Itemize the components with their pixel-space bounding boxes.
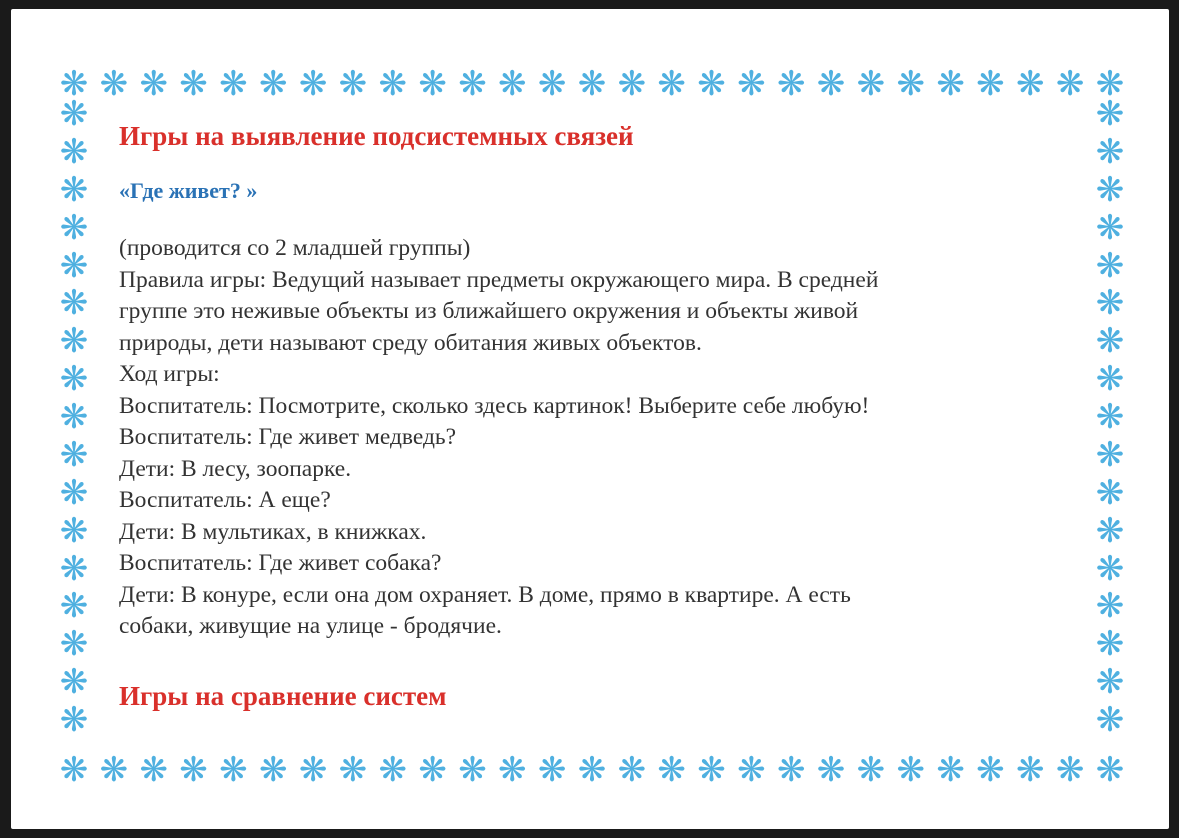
snowflake-icon: ❋: [697, 750, 726, 790]
snowflake-icon: ❋: [59, 207, 89, 248]
snowflake-icon: ❋: [1055, 750, 1085, 790]
document-content: [119, 119, 1079, 713]
text-line: Дети: В мультиках, в книжках.: [119, 518, 427, 545]
text-line: Воспитатель: Где живет медведь?: [119, 424, 457, 450]
snowflake-icon: ❋: [1016, 750, 1045, 790]
snowflake-icon: ❋: [1095, 586, 1125, 627]
snowflake-icon: ❋: [1095, 283, 1125, 324]
snowflake-icon: ❋: [378, 750, 407, 790]
snowflake-icon: ❋: [1095, 397, 1125, 437]
snowflake-icon: ❋: [59, 750, 89, 790]
snowflake-icon: ❋: [1095, 662, 1125, 703]
snowflake-icon: ❋: [298, 64, 328, 104]
text-line: Ход игры:: [119, 361, 220, 387]
snowflake-icon: ❋: [59, 548, 89, 589]
snowflake-icon: ❋: [59, 434, 89, 475]
snowflake-icon: ❋: [59, 586, 89, 627]
snowflake-icon: ❋: [1055, 64, 1085, 104]
snowflake-icon: ❋: [537, 64, 567, 104]
snowflake-icon: ❋: [378, 64, 407, 104]
snowflake-icon: ❋: [1095, 548, 1125, 589]
snowflake-icon: ❋: [219, 64, 248, 104]
snowflake-icon: ❋: [1095, 434, 1125, 475]
snowflake-icon: ❋: [59, 64, 89, 104]
snowflake-icon: ❋: [1095, 321, 1125, 362]
snowflake-icon: ❋: [1095, 245, 1125, 286]
snowflake-icon: ❋: [577, 750, 607, 790]
snowflake-icon: ❋: [59, 510, 89, 551]
snowflake-icon: ❋: [776, 64, 806, 104]
text-line: Дети: В лесу, зоопарке.: [119, 455, 352, 482]
snowflake-icon: ❋: [896, 64, 925, 104]
snowflake-icon: ❋: [697, 64, 726, 104]
snowflake-icon: ❋: [59, 624, 89, 665]
snowflake-icon: ❋: [737, 64, 766, 104]
snowflake-icon: ❋: [976, 64, 1005, 104]
snowflake-icon: ❋: [577, 64, 607, 104]
snowflake-icon: ❋: [59, 169, 89, 210]
section-heading: Игры на выявление подсистемных связей: [119, 121, 634, 151]
snowflake-icon: ❋: [1095, 700, 1125, 740]
snowflake-icon: ❋: [59, 700, 89, 740]
snowflake-icon: ❋: [418, 64, 447, 104]
snowflake-icon: ❋: [258, 750, 288, 790]
snowflake-icon: ❋: [657, 750, 686, 790]
snowflake-icon: ❋: [59, 397, 89, 437]
document-page: [11, 9, 1169, 829]
snowflake-icon: ❋: [1095, 131, 1125, 172]
snowflake-icon: ❋: [59, 245, 89, 286]
snowflake-icon: ❋: [1016, 64, 1045, 104]
snowflake-icon: ❋: [1095, 207, 1125, 248]
snowflake-icon: ❋: [258, 64, 288, 104]
snowflake-icon: ❋: [418, 750, 447, 790]
border-bottom-ornament: [57, 750, 1127, 790]
snowflake-icon: ❋: [1095, 472, 1125, 513]
snowflake-icon: ❋: [776, 750, 806, 790]
snowflake-icon: ❋: [657, 64, 686, 104]
snowflake-icon: ❋: [1095, 750, 1125, 790]
snowflake-icon: ❋: [1095, 359, 1125, 400]
snowflake-icon: ❋: [896, 750, 925, 790]
snowflake-icon: ❋: [338, 64, 368, 104]
snowflake-icon: ❋: [737, 750, 766, 790]
text-line: Правила игры: Ведущий называет предметы окружающего мира. В средней: [119, 266, 879, 293]
game-description: [119, 233, 1079, 643]
snowflake-icon: ❋: [1095, 169, 1125, 210]
snowflake-icon: ❋: [139, 750, 168, 790]
snowflake-icon: ❋: [1095, 510, 1125, 551]
snowflake-icon: ❋: [458, 64, 487, 104]
snowflake-icon: ❋: [219, 750, 248, 790]
snowflake-icon: ❋: [498, 750, 527, 790]
text-line: (проводится со 2 младшей группы): [119, 235, 471, 261]
snowflake-icon: ❋: [59, 321, 89, 362]
snowflake-icon: ❋: [936, 64, 965, 104]
snowflake-icon: ❋: [617, 64, 647, 104]
snowflake-icon: ❋: [856, 64, 886, 104]
snowflake-icon: ❋: [139, 64, 168, 104]
border-top-ornament: [57, 64, 1127, 104]
snowflake-icon: ❋: [816, 64, 846, 104]
snowflake-icon: ❋: [99, 64, 129, 104]
border-left-ornament: [57, 94, 91, 740]
section-heading-2: Игры на сравнение систем: [119, 680, 447, 711]
text-line: Дети: В конуре, если она дом охраняет. В доме, прямо в квартире. А есть: [119, 581, 851, 608]
snowflake-icon: ❋: [458, 750, 487, 790]
snowflake-icon: ❋: [1095, 624, 1125, 665]
snowflake-icon: ❋: [537, 750, 567, 790]
snowflake-icon: ❋: [617, 750, 647, 790]
snowflake-icon: ❋: [936, 750, 965, 790]
snowflake-icon: ❋: [59, 472, 89, 513]
snowflake-icon: ❋: [976, 750, 1005, 790]
text-line: Воспитатель: Где живет собака?: [119, 550, 442, 576]
snowflake-icon: ❋: [59, 94, 89, 134]
text-line: группе это неживые объекты из ближайшего окружения и объекты живой: [119, 298, 859, 324]
snowflake-icon: ❋: [1095, 94, 1125, 134]
snowflake-icon: ❋: [298, 750, 328, 790]
border-right-ornament: [1093, 94, 1127, 740]
text-line: Воспитатель: А еще?: [119, 487, 331, 513]
game-title: «Где живет? »: [119, 178, 258, 203]
snowflake-icon: ❋: [856, 750, 886, 790]
snowflake-icon: ❋: [59, 359, 89, 400]
snowflake-icon: ❋: [498, 64, 527, 104]
snowflake-icon: ❋: [816, 750, 846, 790]
snowflake-icon: ❋: [59, 662, 89, 703]
snowflake-icon: ❋: [1095, 64, 1125, 104]
snowflake-icon: ❋: [338, 750, 368, 790]
snowflake-icon: ❋: [59, 283, 89, 324]
snowflake-icon: ❋: [99, 750, 129, 790]
text-line: Воспитатель: Посмотрите, сколько здесь картинок! Выберите себе любую!: [119, 392, 870, 419]
snowflake-icon: ❋: [179, 750, 208, 790]
snowflake-icon: ❋: [179, 64, 208, 104]
text-line: собаки, живущие на улице - бродячие.: [119, 613, 502, 639]
snowflake-icon: ❋: [59, 131, 89, 172]
text-line: природы, дети называют среду обитания живых объектов.: [119, 329, 702, 356]
